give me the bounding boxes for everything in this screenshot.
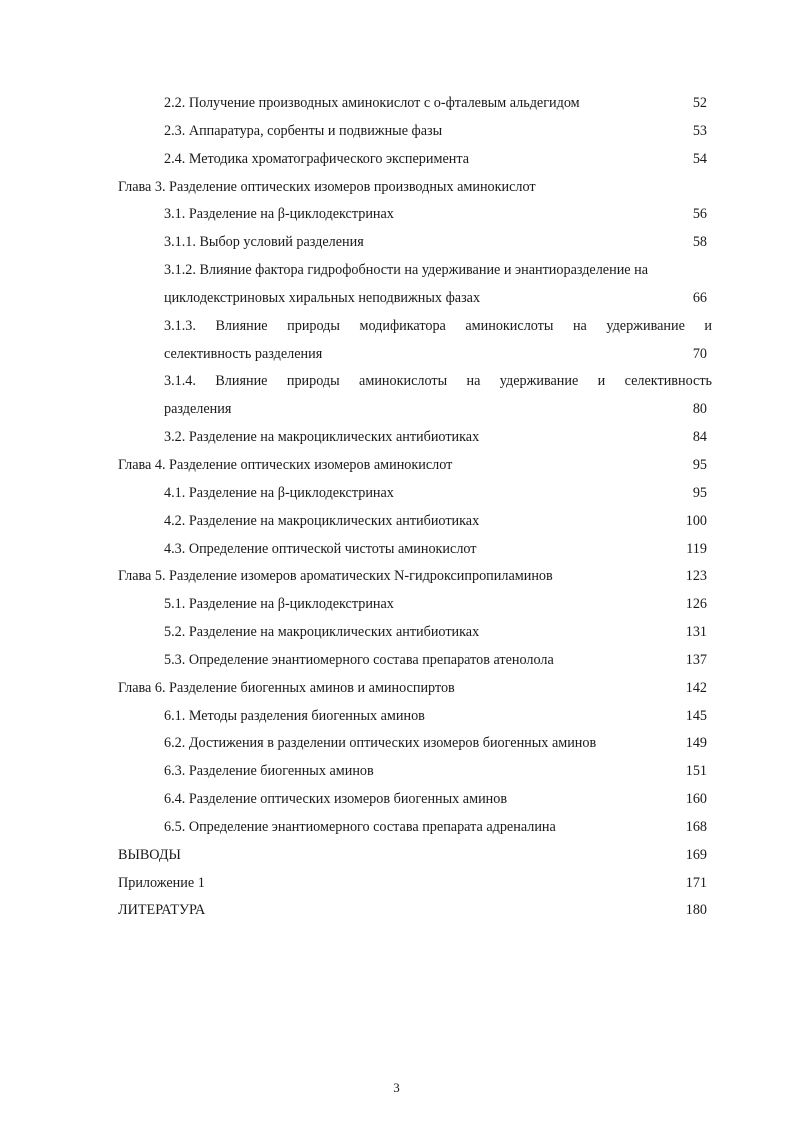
toc-entry-title: 5.3. Определение энантиомерного состава препаратов атенолола <box>164 651 554 668</box>
toc-entry <box>0 424 793 452</box>
toc-entry <box>0 201 793 229</box>
table-of-contents <box>0 90 793 925</box>
toc-entry-title: ВЫВОДЫ <box>118 846 181 863</box>
toc-entry-title: разделения <box>164 401 232 418</box>
toc-entry-page: 126 <box>685 596 707 613</box>
toc-entry <box>0 675 793 703</box>
toc-entry-page: 80 <box>692 401 707 418</box>
toc-entry-page: 100 <box>685 512 707 529</box>
toc-entry <box>0 536 793 564</box>
toc-entry-page: 160 <box>685 791 707 808</box>
toc-entry <box>0 174 793 202</box>
toc-entry <box>0 870 793 898</box>
toc-entry-page: 123 <box>685 568 707 585</box>
toc-entry-title: 2.3. Аппаратура, сорбенты и подвижные фазы <box>164 122 443 139</box>
toc-entry-title: 6.1. Методы разделения биогенных аминов <box>164 707 425 724</box>
toc-entry-page: 53 <box>692 122 707 139</box>
toc-entry <box>0 396 793 424</box>
toc-entry-title: Глава 4. Разделение оптических изомеров аминокислот <box>118 456 453 473</box>
toc-entry <box>0 897 793 925</box>
toc-entry <box>0 452 793 480</box>
toc-entry-title: циклодекстриновых хиральных неподвижных фазах <box>164 289 481 306</box>
toc-entry <box>0 257 793 285</box>
toc-entry-title: 3.1.3. Влияние природы модификатора аминокислоты на удерживание и <box>164 317 712 334</box>
toc-entry-page: 58 <box>692 234 707 251</box>
toc-entry-page: 145 <box>685 707 707 724</box>
toc-entry-title: 4.1. Разделение на β-циклодекстринах <box>164 484 394 501</box>
toc-entry <box>0 730 793 758</box>
toc-entry-page: 54 <box>692 150 707 167</box>
toc-entry-title: Приложение 1 <box>118 874 205 891</box>
toc-entry <box>0 842 793 870</box>
toc-entry <box>0 285 793 313</box>
toc-entry-page: 168 <box>685 818 707 835</box>
toc-entry-title: 5.2. Разделение на макроциклических антибиотиках <box>164 624 480 641</box>
toc-entry-title: ЛИТЕРАТУРА <box>118 902 206 919</box>
toc-entry-page: 142 <box>685 679 707 696</box>
toc-entry-title: 4.2. Разделение на макроциклических антибиотиках <box>164 512 480 529</box>
toc-entry-title: Глава 5. Разделение изомеров ароматических N-гидроксипропиламинов <box>118 568 553 585</box>
toc-entry-page: 137 <box>685 651 707 668</box>
toc-entry <box>0 591 793 619</box>
toc-entry-title: 2.2. Получение производных аминокислот с о-фталевым альдегидом <box>164 95 580 111</box>
toc-entry <box>0 118 793 146</box>
toc-entry-title: 6.3. Разделение биогенных аминов <box>164 763 374 780</box>
toc-entry-page: 169 <box>685 846 707 863</box>
toc-entry-page: 151 <box>685 763 707 780</box>
toc-entry-title: 3.1. Разделение на β-циклодекстринах <box>164 206 394 223</box>
toc-entry-title: 2.4. Методика хроматографического эксперимента <box>164 150 470 167</box>
toc-entry-page: 56 <box>692 206 707 223</box>
toc-entry <box>0 703 793 731</box>
toc-entry-title: 3.1.2. Влияние фактора гидрофобности на удерживание и энантиоразделение на <box>164 262 649 279</box>
toc-entry-page: 131 <box>685 624 707 641</box>
toc-entry <box>0 146 793 174</box>
toc-entry-title: 3.1.1. Выбор условий разделения <box>164 234 364 251</box>
toc-entry-title: Глава 6. Разделение биогенных аминов и аминоспиртов <box>118 679 455 696</box>
toc-entry-title: селективность разделения <box>164 345 323 362</box>
toc-entry-title: 3.1.4. Влияние природы аминокислоты на удерживание и селективность <box>164 373 712 390</box>
toc-entry-page: 149 <box>685 735 707 752</box>
toc-entry-page: 180 <box>685 902 707 919</box>
toc-entry <box>0 341 793 369</box>
toc-entry <box>0 814 793 842</box>
toc-entry-title: 6.4. Разделение оптических изомеров биогенных аминов <box>164 791 508 808</box>
toc-entry <box>0 563 793 591</box>
toc-entry <box>0 480 793 508</box>
toc-entry <box>0 90 793 118</box>
toc-entry-page: 95 <box>692 456 707 473</box>
toc-entry <box>0 508 793 536</box>
toc-entry-page: 119 <box>686 540 707 557</box>
toc-entry-page: 70 <box>692 345 707 362</box>
toc-entry-page: 84 <box>692 429 707 446</box>
toc-entry <box>0 368 793 396</box>
toc-entry <box>0 647 793 675</box>
toc-entry-page: 52 <box>692 95 707 111</box>
toc-entry <box>0 313 793 341</box>
toc-entry-page: 95 <box>692 484 707 501</box>
toc-entry-page: 171 <box>685 874 707 891</box>
toc-entry <box>0 619 793 647</box>
toc-entry <box>0 786 793 814</box>
page-number: 3 <box>393 1080 400 1095</box>
toc-entry-title: 6.5. Определение энантиомерного состава препарата адреналина <box>164 818 556 835</box>
toc-entry <box>0 229 793 257</box>
toc-entry-page: 66 <box>692 289 707 306</box>
toc-entry-title: 5.1. Разделение на β-циклодекстринах <box>164 596 394 613</box>
toc-entry-title: 4.3. Определение оптической чистоты аминокислот <box>164 540 477 557</box>
toc-entry-title: Глава 3. Разделение оптических изомеров производных аминокислот <box>118 178 536 195</box>
toc-entry-title: 6.2. Достижения в разделении оптических изомеров биогенных аминов <box>164 735 597 752</box>
toc-entry-title: 3.2. Разделение на макроциклических антибиотиках <box>164 429 480 446</box>
toc-entry <box>0 758 793 786</box>
